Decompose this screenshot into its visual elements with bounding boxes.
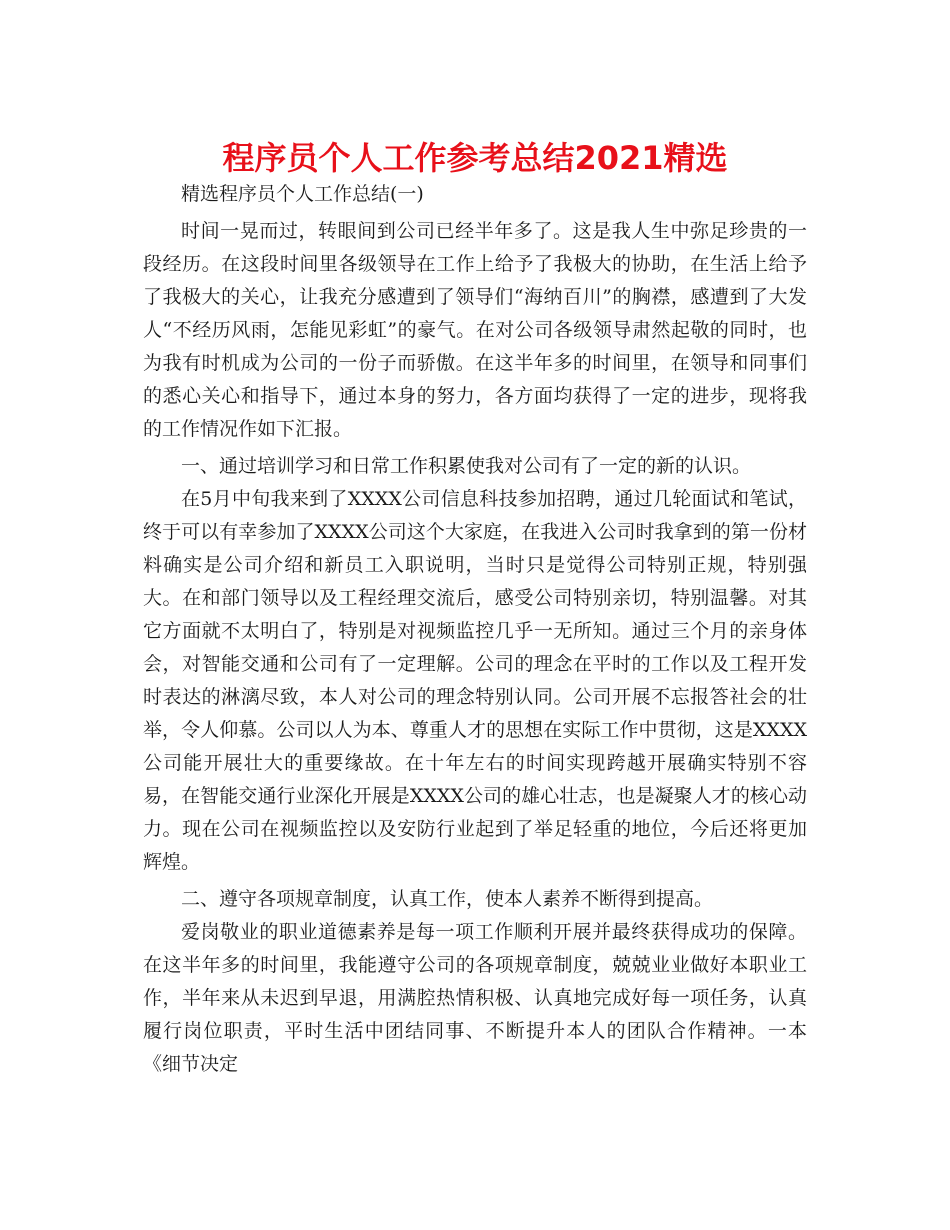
paragraph-company-understanding: 在5月中旬我来到了XXXX公司信息科技参加招聘，通过几轮面试和笔试，终于可以有幸参加了XXXX公司这个大家庭，在我进入公司时我拿到的第一份材料确实是公司介绍和新员工入职说明，当时只是觉得公司特别正规，特别强大。在和部门领导以及工程经理交流后，感受公司特别亲切，特别温馨。对其它方面就不太明白了，特别是对视频监控几乎一无所知。通过三个月的亲身体会，对智能交通和公司有了一定理解。公司的理念在平时的工作以及工程开发时表达的淋漓尽致，本人对公司的理念特别认同。公司开展不忘报答社会的壮举，令人仰慕。公司以人为本、尊重人才的思想在实际工作中贯彻，这是XXXX公司能开展壮大的重要缘故。在十年左右的时间实现跨越开展确实特别不容易，在智能交通行业深化开展是XXXX公司的雄心壮志，也是凝聚人才的核心动力。现在公司在视频监控以及安防行业起到了举足轻重的地位，今后还将更加辉煌。: [143, 488, 807, 873]
paragraph-intro: 时间一晃而过，转眼间到公司已经半年多了。这是我人生中弥足珍贵的一段经历。在这段时间里各级领导在工作上给予了我极大的协助，在生活上给予了我极大的关心，让我充分感遭到了领导们“海纳百川”的胸襟，感遭到了大发人“不经历风雨，怎能见彩虹”的豪气。在对公司各级领导肃然起敬的同时，也为我有时机成为公司的一份子而骄傲。在这半年多的时间里，在领导和同事们的悉心关心和指导下，通过本身的努力，各方面均获得了一定的进步，现将我的工作情况作如下汇报。: [143, 220, 807, 440]
section-heading-1: 一、通过培训学习和日常工作积累使我对公司有了一定的新的认识。: [181, 455, 752, 477]
paragraph-work-ethic: 爱岗敬业的职业道德素养是每一项工作顺利开展并最终获得成功的保障。在这半年多的时间里，我能遵守公司的各项规章制度，兢兢业业做好本职业工作，半年来从未迟到早退，用满腔热情积极、认真地完成好每一项任务，认真履行岗位职责，平时生活中团结同事、不断提升本人的团队合作精神。一本《细节决定: [143, 921, 807, 1075]
section-subtitle: 精选程序员个人工作总结(一): [181, 183, 424, 205]
document-body: [143, 178, 807, 1081]
section-heading-2: 二、遵守各项规章制度，认真工作，使本人素养不断得到提高。: [181, 888, 714, 910]
document-title: 程序员个人工作参考总结2021精选: [222, 139, 728, 177]
